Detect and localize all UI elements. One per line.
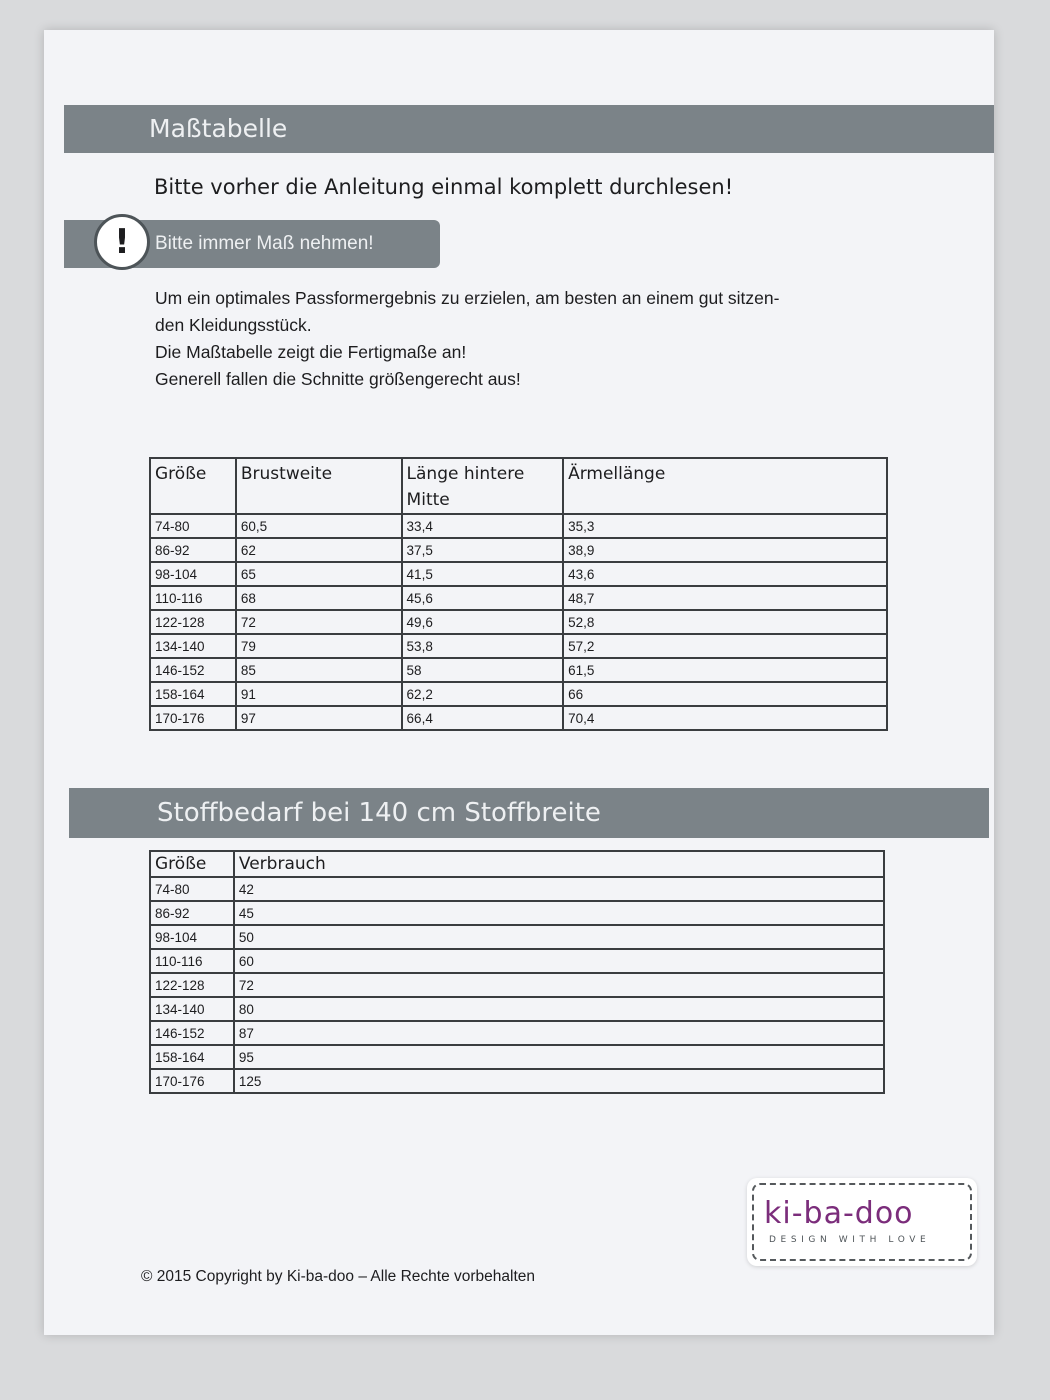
- table-row: [150, 538, 887, 562]
- copyright-footer: © 2015 Copyright by Ki-ba-doo – Alle Rechte vorbehalten: [141, 1268, 535, 1285]
- table-cell: 66,4: [402, 706, 564, 730]
- table-cell: 110-116: [150, 586, 236, 610]
- table-cell: 98-104: [150, 925, 234, 949]
- table-cell: 49,6: [402, 610, 564, 634]
- table-cell: 35,3: [563, 514, 887, 538]
- intro-line: Um ein optimales Passformergebnis zu erzielen, am besten an einem gut sitzen-: [155, 288, 780, 308]
- section-title: Maßtabelle: [149, 114, 288, 143]
- table-cell: 74-80: [150, 514, 236, 538]
- table-header-row: [150, 458, 887, 514]
- table-cell: 134-140: [150, 997, 234, 1021]
- table-row: [150, 682, 887, 706]
- table-cell: 74-80: [150, 877, 234, 901]
- table-cell: 60: [234, 949, 884, 973]
- table-cell: 58: [402, 658, 564, 682]
- table-cell: 85: [236, 658, 402, 682]
- exclamation-icon: !: [94, 214, 150, 270]
- table-row: [150, 973, 884, 997]
- table-cell: 80: [234, 997, 884, 1021]
- column-header: Größe: [150, 458, 236, 514]
- table-cell: 122-128: [150, 610, 236, 634]
- table-cell: 41,5: [402, 562, 564, 586]
- brand-logo: [747, 1178, 977, 1266]
- table-cell: 87: [234, 1021, 884, 1045]
- table-row: [150, 514, 887, 538]
- table-row: [150, 1021, 884, 1045]
- fabric-requirement-body: [150, 877, 884, 1093]
- table-row: [150, 877, 884, 901]
- table-cell: 110-116: [150, 949, 234, 973]
- table-cell: 125: [234, 1069, 884, 1093]
- table-cell: 52,8: [563, 610, 887, 634]
- table-cell: 45: [234, 901, 884, 925]
- table-cell: 33,4: [402, 514, 564, 538]
- table-cell: 146-152: [150, 1021, 234, 1045]
- table-cell: 79: [236, 634, 402, 658]
- intro-line: den Kleidungsstück.: [155, 315, 312, 335]
- table-row: [150, 586, 887, 610]
- table-header-row: [150, 851, 884, 877]
- table-cell: 62: [236, 538, 402, 562]
- table-cell: 86-92: [150, 901, 234, 925]
- fabric-requirement-table: [149, 850, 885, 1094]
- table-cell: 48,7: [563, 586, 887, 610]
- table-row: [150, 925, 884, 949]
- notice-banner: [64, 220, 440, 268]
- table-cell: 122-128: [150, 973, 234, 997]
- table-cell: 50: [234, 925, 884, 949]
- table-cell: 68: [236, 586, 402, 610]
- table-cell: 62,2: [402, 682, 564, 706]
- table-cell: 38,9: [563, 538, 887, 562]
- table-cell: 37,5: [402, 538, 564, 562]
- table-cell: 158-164: [150, 1045, 234, 1069]
- table-cell: 170-176: [150, 706, 236, 730]
- table-row: [150, 949, 884, 973]
- table-row: [150, 901, 884, 925]
- table-cell: 134-140: [150, 634, 236, 658]
- column-header: Brustweite: [236, 458, 402, 514]
- table-cell: 42: [234, 877, 884, 901]
- table-cell: 45,6: [402, 586, 564, 610]
- table-cell: 72: [236, 610, 402, 634]
- table-row: [150, 634, 887, 658]
- table-row: [150, 610, 887, 634]
- logo-tagline: DESIGN WITH LOVE: [769, 1235, 931, 1245]
- column-header: Verbrauch: [234, 851, 884, 877]
- size-chart-body: [150, 514, 887, 730]
- table-cell: 91: [236, 682, 402, 706]
- table-cell: 97: [236, 706, 402, 730]
- table-cell: 43,6: [563, 562, 887, 586]
- table-cell: 70,4: [563, 706, 887, 730]
- section-header-stoffbedarf: [69, 788, 989, 838]
- intro-paragraph: [155, 285, 895, 393]
- column-header: Länge hintere Mitte: [402, 458, 564, 514]
- table-cell: 57,2: [563, 634, 887, 658]
- table-cell: 53,8: [402, 634, 564, 658]
- document-page: [44, 30, 994, 1335]
- table-row: [150, 997, 884, 1021]
- section-title: Stoffbedarf bei 140 cm Stoffbreite: [157, 798, 601, 828]
- table-cell: 65: [236, 562, 402, 586]
- column-header: Größe: [150, 851, 234, 877]
- size-chart-table: [149, 457, 888, 731]
- notice-text: Bitte immer Maß nehmen!: [155, 233, 374, 254]
- table-row: [150, 658, 887, 682]
- table-row: [150, 562, 887, 586]
- table-cell: 60,5: [236, 514, 402, 538]
- table-row: [150, 706, 887, 730]
- table-cell: 158-164: [150, 682, 236, 706]
- logo-brand-name: ki-ba-doo: [764, 1196, 914, 1231]
- intro-line: Die Maßtabelle zeigt die Fertigmaße an!: [155, 342, 467, 362]
- table-cell: 170-176: [150, 1069, 234, 1093]
- table-cell: 86-92: [150, 538, 236, 562]
- column-header: Ärmellänge: [563, 458, 887, 514]
- table-row: [150, 1045, 884, 1069]
- table-cell: 72: [234, 973, 884, 997]
- table-cell: 98-104: [150, 562, 236, 586]
- table-row: [150, 1069, 884, 1093]
- instruction-subtitle: Bitte vorher die Anleitung einmal komplett durchlesen!: [154, 175, 734, 199]
- section-header-masstabelle: [64, 105, 994, 153]
- table-cell: 61,5: [563, 658, 887, 682]
- table-cell: 66: [563, 682, 887, 706]
- intro-line: Generell fallen die Schnitte größengerecht aus!: [155, 369, 521, 389]
- table-cell: 146-152: [150, 658, 236, 682]
- table-cell: 95: [234, 1045, 884, 1069]
